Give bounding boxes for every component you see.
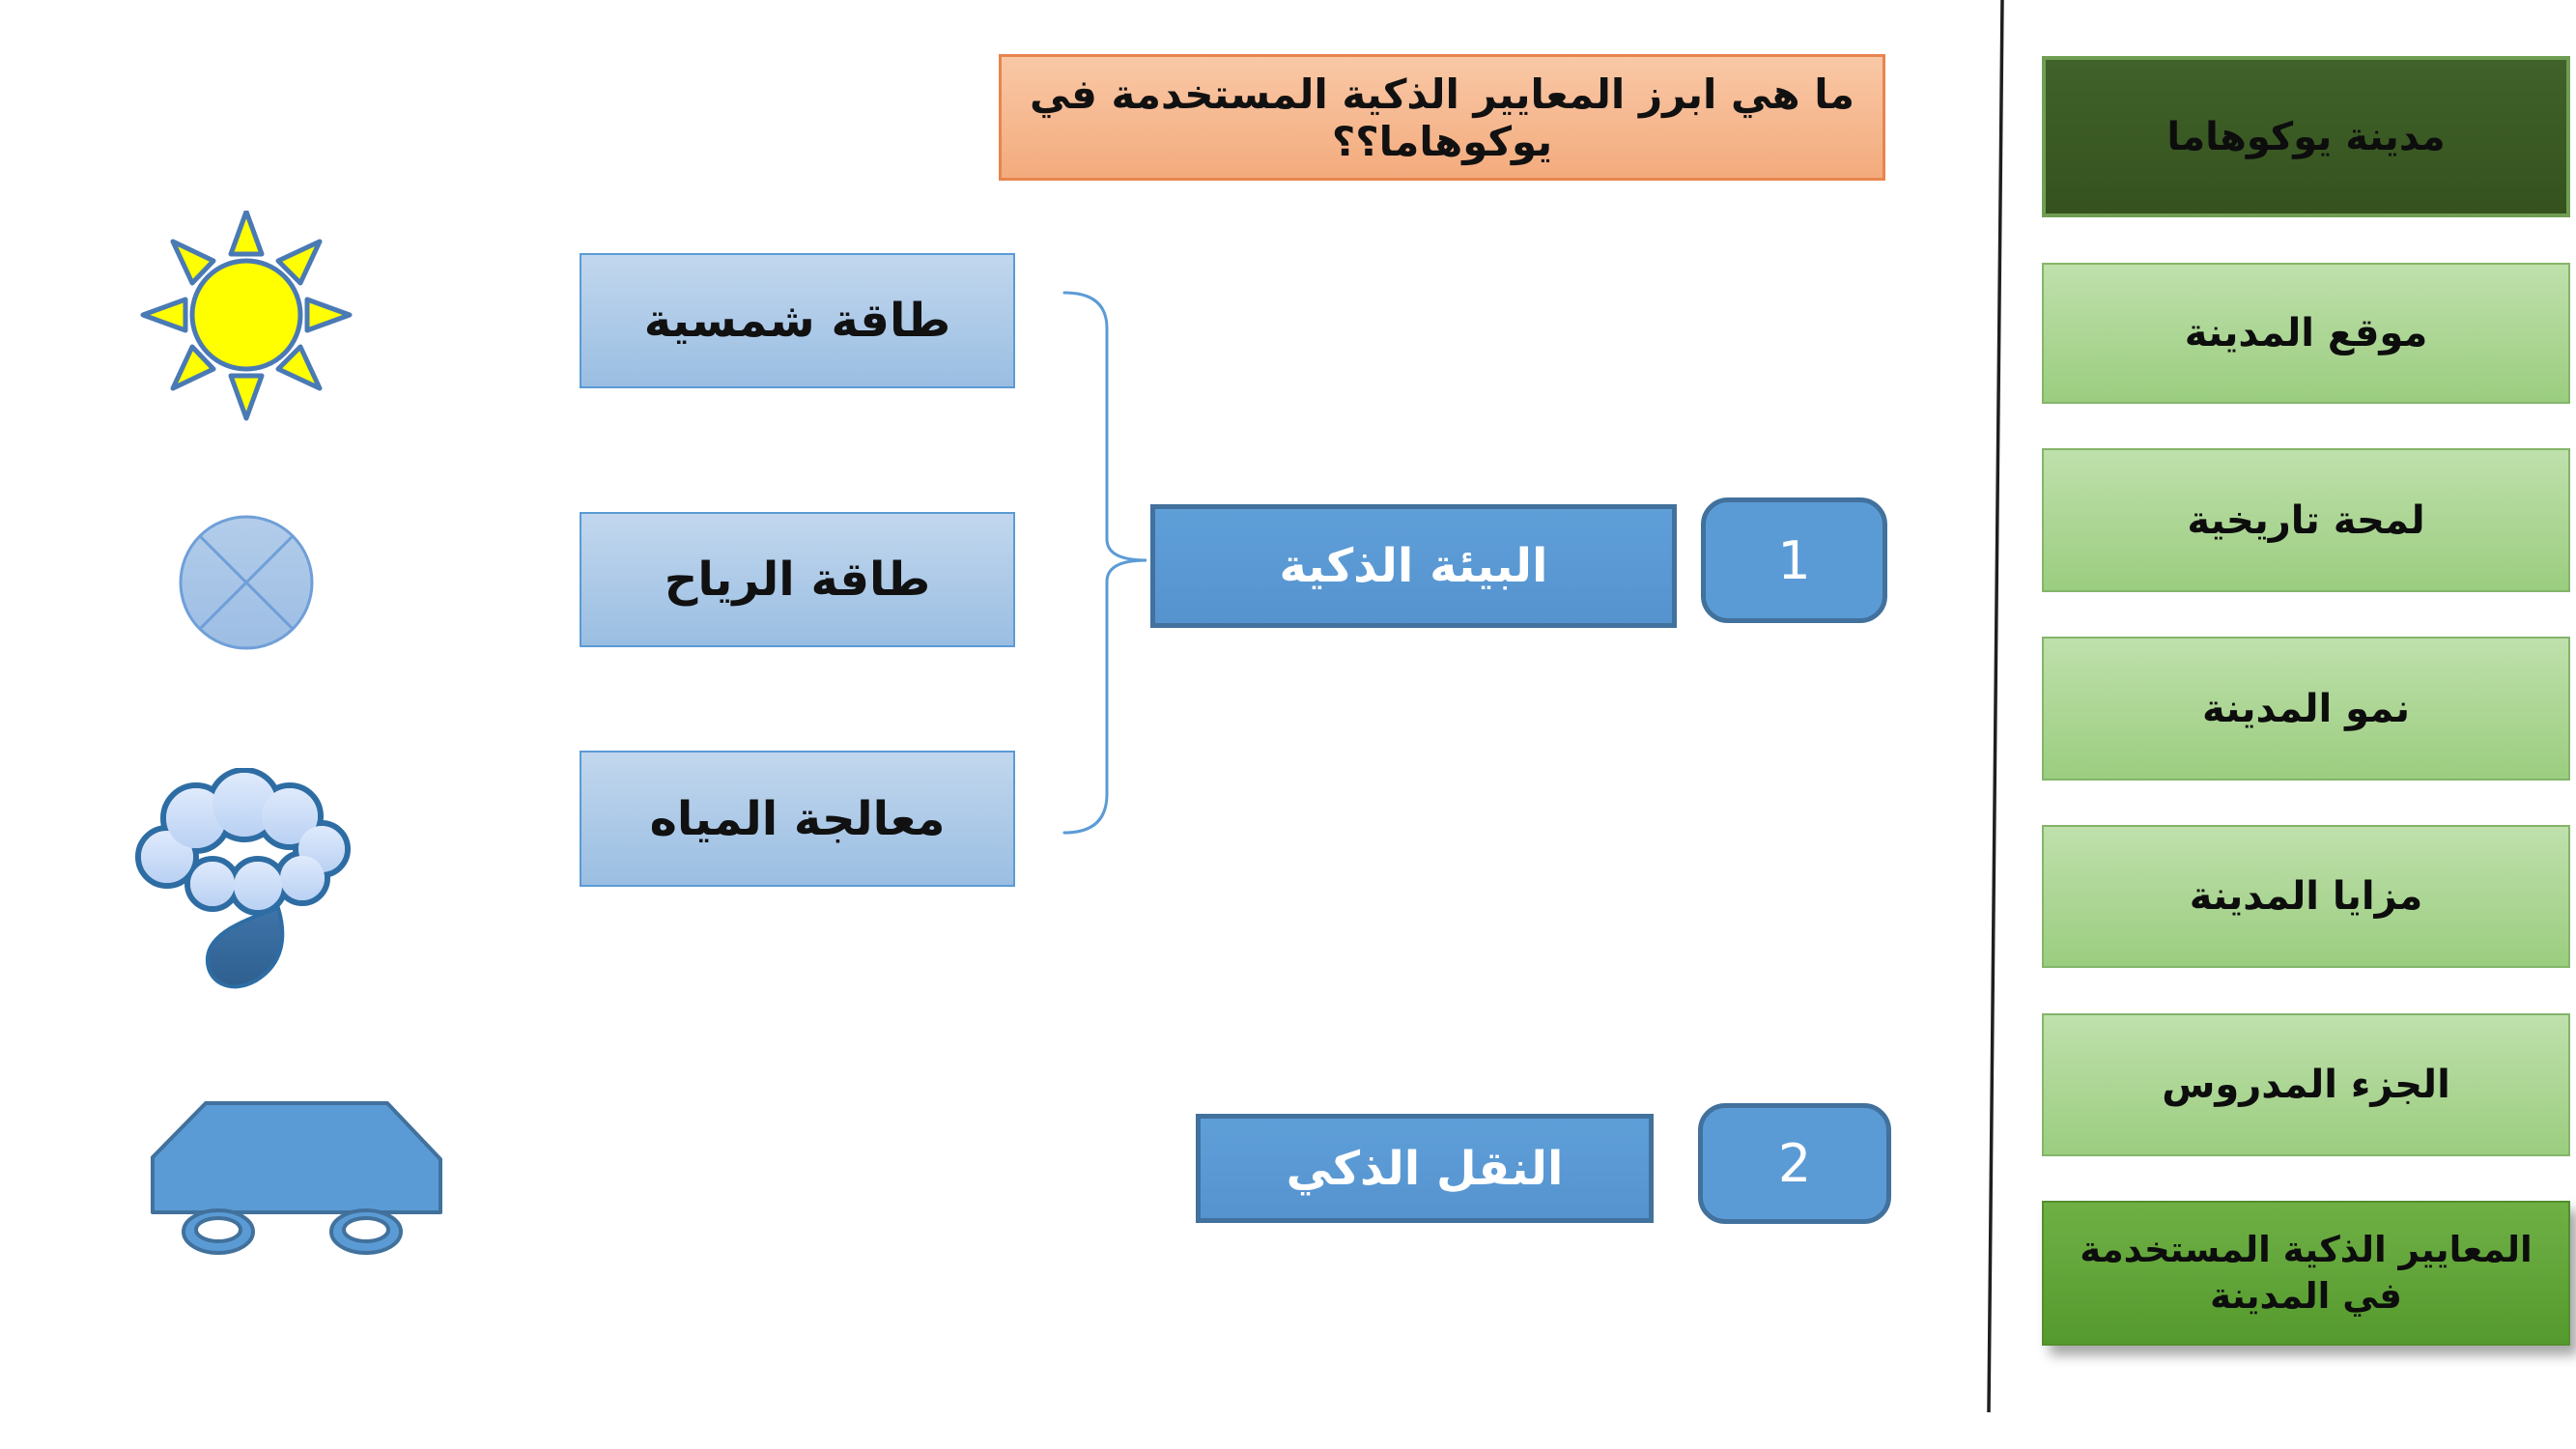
wind-circle-icon [174, 512, 319, 657]
section-1-number: 1 [1777, 529, 1811, 591]
rain-cloud-icon [121, 768, 367, 1000]
wind-energy-label: طاقة الرياح [664, 553, 931, 607]
section-2-number: 2 [1777, 1133, 1812, 1194]
section-2-badge [1698, 1103, 1891, 1224]
sidebar-item-historical-overview[interactable] [2042, 448, 2570, 592]
smart-transport-label: النقل الذكي [1286, 1141, 1564, 1196]
sidebar-item-label: المعايير الذكية المستخدمة في المدينة [2080, 1228, 2533, 1317]
grouping-brace [1048, 280, 1164, 850]
water-treatment-box [580, 751, 1015, 887]
sidebar-item-label: نمو المدينة [2201, 686, 2411, 731]
solar-energy-box [580, 253, 1015, 388]
sidebar-item-label: الجزء المدروس [2162, 1063, 2450, 1107]
water-treatment-label: معالجة المياه [649, 791, 946, 846]
question-text: ما هي ابرز المعايير الذكية المستخدمة في يوكوهاما؟؟ [1029, 70, 1855, 165]
section-1-badge [1701, 497, 1887, 623]
sidebar-item-label: مدينة يوكوهاما [2166, 114, 2446, 159]
sidebar-item-yokohama-city[interactable] [2042, 56, 2570, 217]
vertical-separator-line [1970, 0, 2019, 1415]
smart-environment-label: البيئة الذكية [1279, 539, 1548, 593]
sidebar-item-city-advantages[interactable] [2042, 825, 2570, 968]
sidebar-item-label: موقع المدينة [2184, 311, 2428, 355]
solar-energy-label: طاقة شمسية [643, 294, 951, 348]
sidebar-item-city-location[interactable] [2042, 263, 2570, 404]
car-icon [145, 1092, 450, 1265]
sidebar-item-label: مزايا المدينة [2189, 874, 2423, 919]
question-banner [999, 54, 1885, 181]
wind-energy-box [580, 512, 1015, 647]
smart-environment-box [1150, 504, 1677, 628]
sun-icon [135, 211, 357, 423]
smart-transport-box [1196, 1114, 1654, 1223]
sidebar-item-label: لمحة تاريخية [2187, 497, 2425, 543]
sidebar-item-studied-part[interactable] [2042, 1013, 2570, 1156]
sidebar-item-smart-standards[interactable] [2042, 1201, 2570, 1346]
sidebar-item-city-growth[interactable] [2042, 637, 2570, 781]
